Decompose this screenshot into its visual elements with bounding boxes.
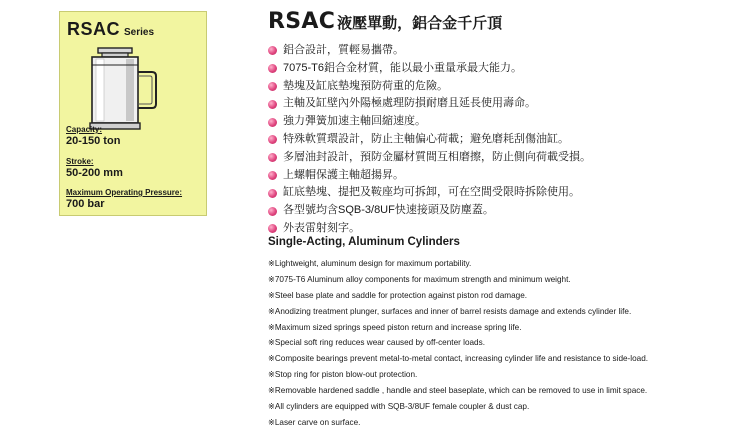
pink-dot-icon bbox=[268, 224, 277, 233]
page-title bbox=[268, 9, 502, 34]
list-item: ※Maximum sized springs speed piston return and increase spring life. bbox=[268, 322, 522, 332]
list-item bbox=[268, 184, 591, 202]
list-item: ※Removable hardened saddle , handle and steel baseplate, which can be removed to use in limit space. bbox=[268, 386, 648, 396]
list-item bbox=[268, 167, 591, 185]
feature-list-zh bbox=[268, 42, 591, 238]
hydraulic-cylinder-icon bbox=[80, 46, 190, 137]
english-section-title: Single-Acting, Aluminum Cylinders bbox=[268, 236, 460, 248]
list-item bbox=[268, 113, 591, 131]
pink-dot-icon bbox=[268, 171, 277, 180]
spec-capacity-value: 20-150 ton bbox=[66, 135, 121, 147]
spec-stroke bbox=[66, 157, 200, 179]
list-item: ※Composite bearings prevent metal-to-metal contact, increasing cylinder life and resistance to side-load. bbox=[268, 354, 649, 364]
spec-capacity-label: Capacity: bbox=[66, 125, 103, 134]
list-item-text: 鋁合設計，質輕易攜帶。 bbox=[283, 44, 404, 56]
list-item bbox=[268, 60, 591, 78]
list-item-text: 多層油封設計，預防金屬材質間互相磨擦，防止側向荷載受損。 bbox=[283, 150, 591, 163]
title-model: RSAC bbox=[268, 9, 336, 34]
list-item bbox=[268, 149, 591, 167]
card-header bbox=[67, 19, 154, 40]
list-item: ※Stop ring for piston blow-out protection. bbox=[268, 370, 418, 380]
spec-pressure bbox=[66, 188, 200, 210]
list-item: ※Special soft ring reduces wear caused by off-center loads. bbox=[268, 338, 485, 348]
list-item: ※7075-T6 Aluminum alloy components for maximum strength and minimum weight. bbox=[268, 274, 571, 284]
spec-capacity bbox=[66, 125, 200, 147]
list-item-text: 特殊軟質環設計，防止主軸偏心荷載；避免磨耗刮傷油缸。 bbox=[283, 132, 569, 145]
pink-dot-icon bbox=[268, 189, 277, 198]
list-item-text: 主軸及缸壁內外陽極處理防損耐磨且延長使用壽命。 bbox=[283, 97, 536, 110]
spec-stroke-label: Stroke: bbox=[66, 157, 94, 166]
list-item bbox=[268, 95, 591, 113]
list-item: ※Anodizing treatment plunger, surfaces and inner of barrel resists damage and extends cylinder life. bbox=[268, 306, 632, 316]
list-item bbox=[268, 78, 591, 96]
card-model-name: RSAC bbox=[67, 19, 121, 39]
card-series-label: Series bbox=[124, 27, 155, 38]
list-item: ※All cylinders are equipped with SQB-3/8UF female coupler & dust cap. bbox=[268, 402, 530, 412]
list-item-text: 外表雷射刻字。 bbox=[283, 221, 360, 234]
spec-stroke-value: 50-200 mm bbox=[66, 167, 123, 179]
list-item-text: 7075-T6鋁合金材質，能以最小重量承最大能力。 bbox=[283, 61, 522, 74]
list-item bbox=[268, 131, 591, 149]
pink-dot-icon bbox=[268, 46, 277, 55]
pink-dot-icon bbox=[268, 64, 277, 73]
list-item bbox=[268, 42, 591, 60]
product-spec-card bbox=[59, 11, 207, 216]
feature-list-en bbox=[268, 256, 648, 431]
list-item bbox=[268, 202, 591, 220]
list-item: ※Laser carve on surface. bbox=[268, 417, 361, 427]
list-item-text: 缸底墊塊、提把及鞍座均可拆卸，可在空間受限時拆除使用。 bbox=[283, 186, 580, 199]
pink-dot-icon bbox=[268, 82, 277, 91]
list-item-text: 強力彈簧加速主軸回縮速度。 bbox=[283, 115, 426, 128]
spec-pressure-value: 700 bar bbox=[66, 198, 105, 210]
pink-dot-icon bbox=[268, 135, 277, 144]
list-item: ※Steel base plate and saddle for protection against piston rod damage. bbox=[268, 290, 528, 300]
list-item: ※Lightweight, aluminum design for maximum portability. bbox=[268, 259, 472, 268]
list-item-text: 各型號均含SQB-3/8UF快速接頭及防塵蓋。 bbox=[283, 204, 494, 217]
pink-dot-icon bbox=[268, 118, 277, 127]
pink-dot-icon bbox=[268, 153, 277, 162]
spec-pressure-label: Maximum Operating Pressure: bbox=[66, 188, 183, 197]
list-item-text: 上螺帽保護主軸超揚昇。 bbox=[283, 168, 404, 181]
title-chinese: 液壓單動，鋁合金千斤頂 bbox=[337, 15, 503, 32]
pink-dot-icon bbox=[268, 207, 277, 216]
pink-dot-icon bbox=[268, 100, 277, 109]
list-item-text: 墊塊及缸底墊塊預防荷重的危險。 bbox=[283, 79, 448, 92]
